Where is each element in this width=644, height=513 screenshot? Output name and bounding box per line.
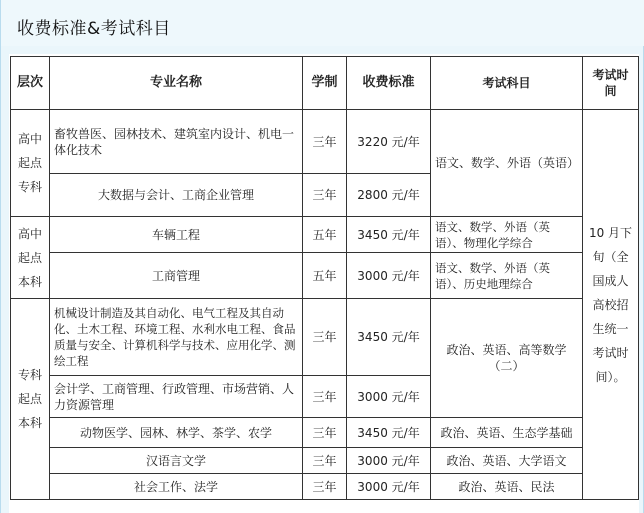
major-cell: 机械设计制造及其自动化、电气工程及其自动化、土木工程、环境工程、水利水电工程、食品质量与安全、计算机科学与技术、应用化学、测绘工程 (50, 299, 303, 376)
level-cell: 高中 起点 本科 (11, 217, 50, 299)
duration-cell: 三年 (303, 448, 347, 474)
major-cell: 工商管理 (50, 253, 303, 299)
header-fee: 收费标准 (347, 57, 431, 110)
duration-cell: 三年 (303, 376, 347, 418)
duration-cell: 三年 (303, 299, 347, 376)
fee-cell: 3000 元/年 (347, 253, 431, 299)
duration-cell: 五年 (303, 217, 347, 253)
header-exam-time: 考试时间 (583, 57, 639, 110)
table-row (11, 217, 639, 253)
subjects-cell: 政治、英语、大学语文 (431, 448, 583, 474)
major-cell: 会计学、工商管理、行政管理、市场营销、人力资源管理 (50, 376, 303, 418)
fee-cell: 3000 元/年 (347, 376, 431, 418)
subjects-cell: 政治、英语、生态学基础 (431, 418, 583, 448)
duration-cell: 三年 (303, 474, 347, 500)
subjects-cell: 语文、数学、外语（英语）、物理化学综合 (431, 217, 583, 253)
major-cell: 社会工作、法学 (50, 474, 303, 500)
table-row (11, 253, 639, 299)
duration-cell: 三年 (303, 418, 347, 448)
subjects-cell: 政治、英语、高等数学（二） (431, 299, 583, 418)
subjects-cell: 语文、数学、外语（英语）、历史地理综合 (431, 253, 583, 299)
fee-cell: 3450 元/年 (347, 418, 431, 448)
table-row (11, 418, 639, 448)
subjects-cell: 语文、数学、外语（英语） (431, 110, 583, 217)
header-duration: 学制 (303, 57, 347, 110)
fee-exam-table (10, 56, 639, 500)
fee-cell: 3450 元/年 (347, 217, 431, 253)
table-row (11, 474, 639, 500)
fee-cell: 2800 元/年 (347, 174, 431, 217)
major-cell: 动物医学、园林、林学、茶学、农学 (50, 418, 303, 448)
table-row (11, 110, 639, 174)
fee-cell: 3220 元/年 (347, 110, 431, 174)
level-cell: 高中 起点 专科 (11, 110, 50, 217)
page-title: 收费标准&考试科目 (17, 19, 171, 39)
title-bar (1, 0, 644, 46)
major-cell: 大数据与会计、工商企业管理 (50, 174, 303, 217)
header-level: 层次 (11, 57, 50, 110)
level-cell: 专科 起点 本科 (11, 299, 50, 500)
table-row (11, 299, 639, 376)
header-subjects: 考试科目 (431, 57, 583, 110)
duration-cell: 五年 (303, 253, 347, 299)
fee-cell: 3450 元/年 (347, 299, 431, 376)
major-cell: 车辆工程 (50, 217, 303, 253)
subjects-cell: 政治、英语、民法 (431, 474, 583, 500)
header-major: 专业名称 (50, 57, 303, 110)
table-row (11, 448, 639, 474)
exam-time-cell: 10 月下旬（全国成人高校招生统一考试时间）。 (583, 110, 639, 500)
duration-cell: 三年 (303, 110, 347, 174)
fee-cell: 3000 元/年 (347, 448, 431, 474)
duration-cell: 三年 (303, 174, 347, 217)
table-header-row (11, 57, 639, 110)
major-cell: 汉语言文学 (50, 448, 303, 474)
fee-cell: 3000 元/年 (347, 474, 431, 500)
major-cell: 畜牧兽医、园林技术、建筑室内设计、机电一体化技术 (50, 110, 303, 174)
